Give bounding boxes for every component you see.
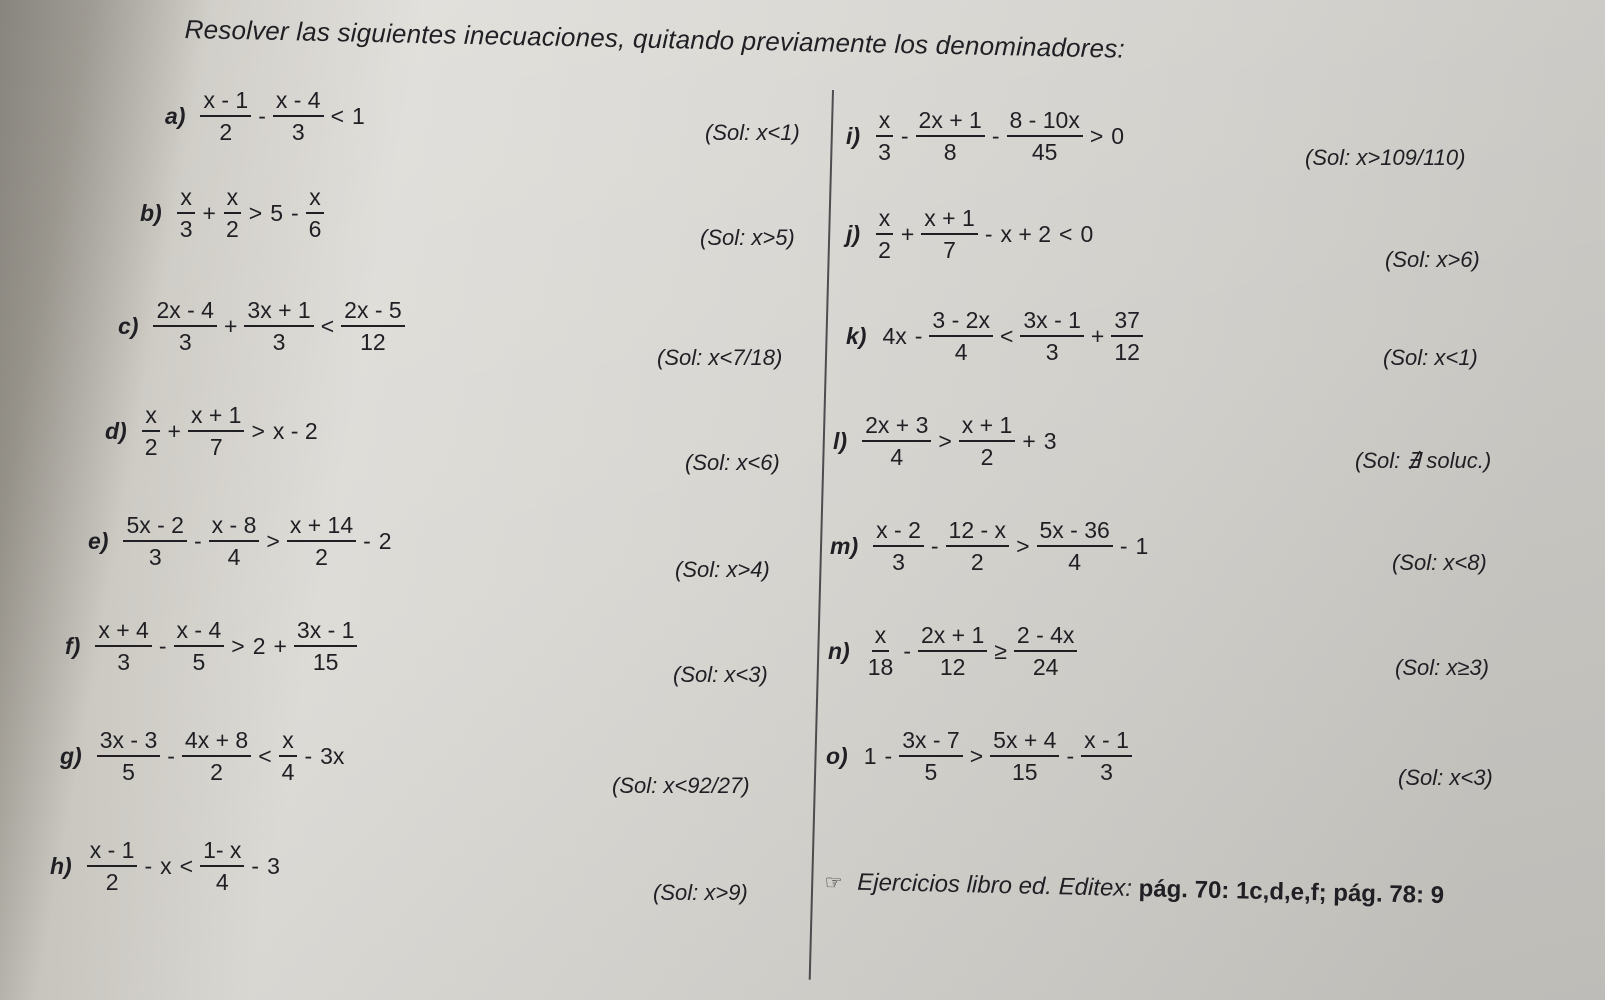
numerator: x + 1 (959, 410, 1016, 442)
operator: - (900, 122, 909, 149)
denominator: 15 (1012, 759, 1038, 785)
exercise-n (828, 620, 1080, 682)
fraction (1111, 305, 1143, 367)
exercise-m (830, 515, 1152, 577)
fraction (294, 615, 358, 677)
operator: > (231, 632, 245, 659)
note-text: Ejercicios libro ed. Editex: (856, 868, 1133, 902)
numerator: x - 8 (209, 510, 260, 542)
numerator: 4x + 8 (182, 725, 251, 757)
denominator: 4 (281, 759, 295, 785)
numerator: x (876, 203, 894, 235)
fraction (279, 725, 298, 787)
denominator: 12 (939, 654, 966, 680)
denominator: 4 (227, 544, 241, 570)
term: 0 (1080, 220, 1094, 247)
numerator: 5x - 2 (123, 510, 187, 542)
exercise-f (65, 615, 360, 677)
fraction (1014, 620, 1078, 682)
operator: - (304, 742, 313, 769)
operator: + (900, 220, 915, 247)
numerator: 2 - 4x (1014, 620, 1078, 652)
fraction (875, 105, 894, 167)
solution-m: (Sol: x<8) (1392, 550, 1487, 575)
fraction (123, 510, 187, 572)
numerator: x - 1 (1081, 725, 1132, 757)
fraction (959, 410, 1016, 472)
exercise-label: e) (88, 527, 109, 554)
fraction (273, 85, 324, 147)
operator: < (999, 322, 1014, 349)
denominator: 8 (943, 139, 957, 165)
inequality (94, 725, 349, 787)
solution-l: (Sol: ∄ soluc.) (1355, 448, 1492, 473)
denominator: 7 (943, 237, 956, 263)
denominator: 2 (225, 216, 239, 242)
exercise-label: d) (105, 417, 127, 444)
denominator: 3 (1100, 759, 1113, 785)
operator: > (266, 527, 280, 554)
fraction (188, 400, 245, 462)
exercise-g (60, 725, 348, 787)
fraction (87, 835, 138, 897)
numerator: x (306, 182, 324, 214)
denominator: 24 (1032, 654, 1059, 680)
fraction (921, 203, 978, 265)
exercise-label: b) (140, 199, 162, 226)
numerator: x (876, 105, 894, 137)
solution-c: (Sol: x<7/18) (657, 345, 783, 370)
numerator: 3x - 1 (1020, 305, 1084, 337)
exercise-label: m) (830, 532, 859, 559)
fraction (1020, 305, 1084, 367)
denominator: 4 (1068, 549, 1082, 575)
operator: - (167, 742, 175, 769)
exercise-label: i) (846, 122, 861, 149)
numerator: 5x + 4 (990, 725, 1059, 757)
operator: < (179, 852, 194, 879)
operator: < (1059, 220, 1073, 247)
fraction (862, 410, 931, 472)
numerator: x + 1 (921, 203, 978, 235)
term: x (160, 852, 172, 879)
term: 1 (863, 742, 877, 769)
solution-k: (Sol: x<1) (1383, 345, 1478, 370)
exercise-d (105, 400, 322, 462)
numerator: 3x - 1 (294, 615, 358, 647)
fraction (200, 835, 244, 897)
operator: + (167, 417, 181, 444)
numerator: 2x + 3 (862, 410, 931, 442)
numerator: 8 - 10x (1007, 105, 1083, 137)
operator: - (1119, 532, 1128, 559)
denominator: 2 (315, 544, 328, 570)
fraction (174, 615, 225, 677)
fraction (865, 620, 897, 682)
numerator: 3x + 1 (244, 295, 313, 327)
operator: + (273, 632, 287, 659)
exercise-label: k) (846, 322, 867, 349)
inequality (150, 295, 407, 357)
numerator: x - 2 (873, 515, 924, 547)
fraction (97, 725, 161, 787)
exercise-label: o) (826, 742, 848, 769)
inequality (92, 615, 360, 677)
denominator: 3 (878, 139, 891, 165)
exercise-i (846, 105, 1128, 167)
denominator: 2 (219, 119, 233, 145)
denominator: 4 (954, 339, 968, 365)
solution-n: (Sol: x≥3) (1395, 655, 1489, 680)
operator: + (1022, 427, 1036, 454)
operator: < (330, 102, 345, 129)
operator: > (248, 199, 263, 226)
fraction (1081, 725, 1132, 787)
denominator: 4 (215, 869, 229, 895)
denominator: 3 (179, 216, 193, 242)
fraction (306, 182, 325, 244)
inequality (139, 400, 322, 462)
exercise-c (118, 295, 408, 357)
operator: - (144, 852, 153, 879)
pointing-hand-icon: ☞ (824, 871, 843, 895)
denominator: 2 (878, 237, 891, 263)
fraction (1037, 515, 1113, 577)
numerator: 3 - 2x (929, 305, 993, 337)
inequality (120, 510, 395, 572)
exercise-label: l) (833, 427, 848, 454)
fraction (142, 400, 161, 462)
fraction (341, 295, 405, 357)
operator: - (158, 632, 167, 659)
solution-h: (Sol: x>9) (653, 880, 748, 905)
operator: + (202, 199, 216, 226)
numerator: 2x + 1 (916, 105, 985, 137)
fraction (223, 182, 242, 244)
numerator: x + 14 (287, 510, 356, 542)
solution-b: (Sol: x>5) (700, 225, 795, 250)
numerator: 3x - 7 (899, 725, 963, 757)
operator: - (903, 637, 911, 664)
term: x + 2 (1000, 220, 1051, 247)
fraction (244, 295, 313, 357)
numerator: 2x + 1 (918, 620, 987, 652)
numerator: 37 (1111, 305, 1143, 337)
exercise-j (846, 203, 1097, 265)
denominator: 5 (192, 649, 206, 675)
operator: - (914, 322, 923, 349)
exercise-b (140, 182, 327, 244)
denominator: 5 (122, 759, 135, 785)
denominator: 3 (178, 329, 192, 355)
fraction (918, 620, 987, 682)
fraction (899, 725, 963, 787)
exercise-label: c) (118, 312, 139, 339)
exercise-h (50, 835, 284, 897)
term: 4x (882, 322, 907, 349)
exercise-label: f) (65, 632, 81, 659)
inequality (878, 305, 1146, 367)
term: x - 2 (272, 417, 318, 444)
term: 5 (270, 199, 283, 226)
numerator: 12 - x (946, 515, 1010, 547)
denominator: 3 (1045, 339, 1059, 365)
solution-g: (Sol: x<92/27) (612, 773, 750, 798)
operator: - (1066, 742, 1075, 769)
operator: ≥ (994, 637, 1007, 664)
numerator: x - 1 (200, 85, 251, 117)
solution-f: (Sol: x<3) (673, 662, 768, 687)
operator: > (938, 427, 952, 454)
operator: - (984, 220, 993, 247)
page-title: Resolver las siguientes inecuaciones, quitando previamente los denominadores: (184, 14, 1126, 64)
fraction (95, 615, 152, 677)
numerator: x (142, 400, 160, 432)
exercise-label: j) (846, 220, 861, 247)
fraction (1007, 105, 1083, 167)
numerator: x - 4 (273, 85, 324, 117)
denominator: 45 (1031, 139, 1058, 165)
inequality (872, 105, 1128, 167)
solution-i: (Sol: x>109/110) (1305, 145, 1466, 170)
denominator: 5 (924, 759, 938, 785)
inequality (197, 85, 368, 147)
term: 1 (1135, 532, 1149, 559)
exercise-k (846, 305, 1146, 367)
denominator: 15 (312, 649, 339, 675)
inequality (174, 182, 328, 244)
note-reference: pág. 70: 1c,d,e,f; pág. 78: 9 (1138, 875, 1445, 910)
operator: > (969, 742, 984, 769)
fraction (875, 203, 894, 265)
fraction (153, 295, 217, 357)
numerator: 3x - 3 (97, 725, 161, 757)
numerator: x - 1 (87, 835, 138, 867)
fraction (929, 305, 993, 367)
numerator: 2x - 4 (153, 295, 217, 327)
exercise-label: n) (828, 637, 850, 664)
inequality (860, 725, 1135, 787)
exercise-e (88, 510, 396, 572)
operator: + (223, 312, 238, 339)
solution-e: (Sol: x>4) (675, 557, 770, 582)
denominator: 12 (360, 329, 386, 355)
solution-a: (Sol: x<1) (705, 120, 800, 145)
exercise-o (826, 725, 1135, 787)
operator: > (251, 417, 265, 444)
solution-o: (Sol: x<3) (1398, 765, 1493, 790)
fraction (287, 510, 356, 572)
numerator: x (177, 182, 195, 214)
term: 3x (320, 742, 345, 769)
fraction (946, 515, 1010, 577)
operator: - (930, 532, 939, 559)
operator: - (991, 122, 1000, 149)
inequality (862, 620, 1081, 682)
denominator: 3 (291, 119, 305, 145)
numerator: x (872, 620, 890, 652)
denominator: 3 (117, 649, 130, 675)
operator: - (363, 527, 371, 554)
denominator: 18 (867, 654, 894, 680)
denominator: 6 (308, 216, 322, 242)
numerator: x - 4 (174, 615, 225, 647)
denominator: 12 (1114, 339, 1140, 365)
numerator: x (224, 182, 242, 214)
inequality (84, 835, 284, 897)
numerator: 1- x (200, 835, 244, 867)
denominator: 3 (892, 549, 905, 575)
term: 2 (252, 632, 266, 659)
denominator: 4 (890, 444, 904, 470)
denominator: 3 (148, 544, 162, 570)
fraction (182, 725, 251, 787)
numerator: 5x - 36 (1037, 515, 1113, 547)
fraction (177, 182, 196, 244)
solution-j: (Sol: x>6) (1385, 247, 1480, 272)
denominator: 3 (272, 329, 286, 355)
term: 3 (1043, 427, 1057, 454)
term: 2 (378, 527, 392, 554)
inequality (872, 203, 1097, 265)
numerator: 2x - 5 (341, 295, 405, 327)
denominator: 2 (210, 759, 223, 785)
denominator: 2 (980, 444, 994, 470)
denominator: 2 (970, 549, 984, 575)
term: 3 (267, 852, 280, 879)
denominator: 2 (144, 434, 158, 460)
operator: - (193, 527, 202, 554)
operator: > (1016, 532, 1030, 559)
fraction (873, 515, 924, 577)
numerator: x (279, 725, 297, 757)
inequality (859, 410, 1060, 472)
solution-d: (Sol: x<6) (685, 450, 780, 475)
exercise-label: h) (50, 852, 72, 879)
inequality (870, 515, 1152, 577)
operator: < (258, 742, 272, 769)
fraction (209, 510, 260, 572)
operator: + (1090, 322, 1105, 349)
operator: < (320, 312, 335, 339)
term: 1 (352, 102, 365, 129)
numerator: x + 1 (188, 400, 245, 432)
fraction (200, 85, 251, 147)
exercise-a (165, 85, 369, 147)
operator: > (1089, 122, 1104, 149)
operator: - (884, 742, 893, 769)
denominator: 7 (209, 434, 223, 460)
exercise-l (833, 410, 1061, 472)
operator: - (251, 852, 260, 879)
fraction (990, 725, 1059, 787)
denominator: 2 (105, 869, 119, 895)
textbook-note (824, 868, 1444, 910)
operator: - (258, 102, 266, 129)
exercise-label: g) (60, 742, 82, 769)
numerator: x + 4 (95, 615, 152, 647)
fraction (916, 105, 985, 167)
operator: - (290, 199, 299, 226)
exercise-label: a) (165, 102, 186, 129)
term: 0 (1111, 122, 1125, 149)
